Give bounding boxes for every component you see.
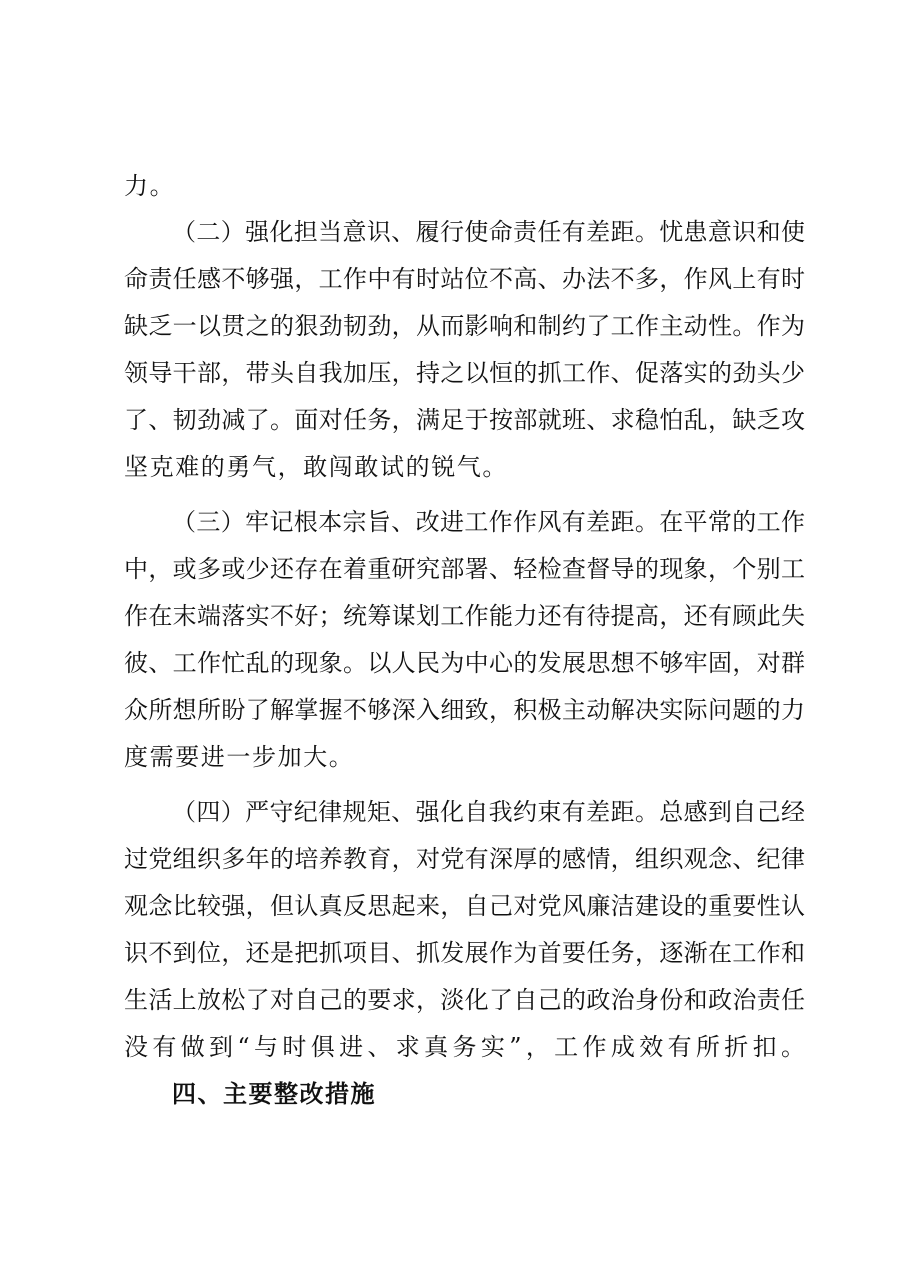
text-line: 中，或多或少还存在着重研究部署、轻检查督导的现象，个别工 [124,555,805,583]
section-heading: 四、主要整改措施 [172,1080,376,1108]
text-line: 度需要进一步加大。 [124,743,355,771]
section-4-title-line: （四）严守纪律规矩、强化自我约束有差距。总感到自己经 [172,798,805,826]
text-line: 命责任感不够强，工作中有时站位不高、办法不多，作风上有时 [124,265,805,293]
text-line: 过党组织多年的培养教育，对党有深厚的感情，组织观念、纪律 [124,845,805,873]
text-line: 了、韧劲减了。面对任务，满足于按部就班、求稳怕乱，缺乏攻 [124,406,805,434]
section-2-title-line: （二）强化担当意识、履行使命责任有差距。忧患意识和使 [172,218,805,246]
text-line: 领导干部，带头自我加压，持之以恒的抓工作、促落实的劲头少 [124,359,805,387]
text-line: 力。 [124,172,176,200]
text-line: 坚克难的勇气，敢闯敢试的锐气。 [124,453,508,481]
text-line: 缺乏一以贯之的狠劲韧劲，从而影响和制约了工作主动性。作为 [124,312,805,340]
text-line: 彼、工作忙乱的现象。以人民为中心的发展思想不够牢固，对群 [124,649,805,677]
text-line: 生活上放松了对自己的要求，淡化了自己的政治身份和政治责任 [124,986,805,1014]
text-line: 识不到位，还是把抓项目、抓发展作为首要任务，逐渐在工作和 [124,939,805,967]
text-line: 众所想所盼了解掌握不够深入细致，积极主动解决实际问题的力 [124,696,805,724]
text-line: 作在末端落实不好；统筹谋划工作能力还有待提高，还有顾此失 [124,602,805,630]
text-line: 没有做到“与时俱进、求真务实”，工作成效有所折扣。 [124,1033,805,1061]
text-line: 观念比较强，但认真反思起来，自己对党风廉洁建设的重要性认 [124,892,805,920]
section-3-title-line: （三）牢记根本宗旨、改进工作作风有差距。在平常的工作 [172,508,805,536]
